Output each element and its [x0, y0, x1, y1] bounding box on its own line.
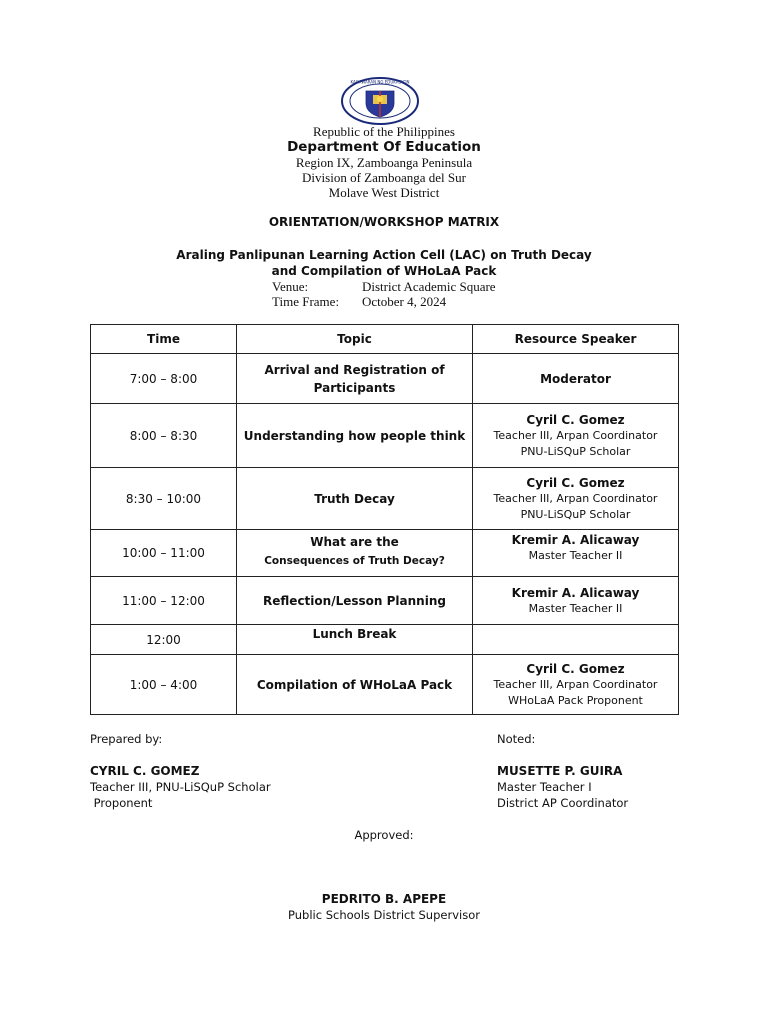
noted-label: Noted: [497, 732, 536, 746]
district-line: Molave West District [328, 185, 440, 200]
prepared-title: Teacher III, PNU-LiSQuP Scholar [90, 780, 271, 794]
table-row [91, 354, 679, 404]
speaker-name: Kremir A. Alicaway [511, 585, 640, 600]
time-cell: 7:00 – 8:00 [91, 354, 237, 404]
speaker-name: Cyril C. Gomez [526, 475, 625, 490]
time-cell: 8:00 – 8:30 [91, 404, 237, 468]
topic-cell: Compilation of WHoLaA Pack [237, 655, 473, 715]
noted-block [497, 731, 628, 811]
speaker-cell [473, 468, 679, 530]
speaker-cell [473, 577, 679, 625]
subtitle-line-1: Araling Panlipunan Learning Action Cell (LAC) on Truth Decay [176, 248, 592, 262]
approved-name: PEDRITO B. APEPE [321, 892, 447, 906]
table-row [91, 404, 679, 468]
table-header-row [91, 325, 679, 354]
noted-role: District AP Coordinator [497, 796, 629, 810]
topic-cell: Truth Decay [237, 468, 473, 530]
speaker-role-2: PNU-LiSQuP Scholar [520, 507, 631, 521]
time-cell: 10:00 – 11:00 [91, 530, 237, 577]
topic-line-1: What are the [310, 535, 399, 549]
speaker-cell [473, 404, 679, 468]
speaker-name: Cyril C. Gomez [526, 412, 625, 427]
schedule-table [90, 324, 679, 715]
time-cell: 12:00 [91, 625, 237, 655]
prepared-label: Prepared by: [90, 732, 163, 746]
speaker-name: Moderator [540, 371, 611, 386]
approved-block [0, 827, 768, 923]
table-row [91, 468, 679, 530]
deped-seal-logo [340, 77, 420, 125]
topic-cell: Understanding how people think [237, 404, 473, 468]
topic-cell: Lunch Break [237, 625, 473, 655]
prepared-name: CYRIL C. GOMEZ [90, 764, 200, 778]
topic-line-2: Consequences of Truth Decay? [264, 555, 445, 567]
time-cell: 1:00 – 4:00 [91, 655, 237, 715]
svg-text:KAGAWARAN NG EDUKASYON: KAGAWARAN NG EDUKASYON [350, 79, 410, 85]
approved-title: Public Schools District Supervisor [288, 908, 480, 922]
time-frame-label: Time Frame: [272, 294, 340, 309]
speaker-name: Cyril C. Gomez [526, 661, 625, 676]
prepared-role: Proponent [90, 796, 153, 810]
header-topic: Topic [237, 325, 473, 354]
republic-line: Republic of the Philippines [313, 124, 455, 139]
table-row [91, 530, 679, 577]
approved-label: Approved: [354, 828, 414, 842]
subtitle-line-2: and Compilation of WHoLaA Pack [271, 264, 497, 278]
region-line: Region IX, Zamboanga Peninsula [295, 155, 473, 170]
noted-title: Master Teacher I [497, 780, 592, 794]
venue-label: Venue: [272, 279, 309, 294]
topic-cell: Reflection/Lesson Planning [237, 577, 473, 625]
time-frame-row [272, 294, 446, 310]
venue-value: District Academic Square [362, 279, 496, 294]
speaker-name: Kremir A. Alicaway [511, 533, 640, 547]
department-title: Department Of Education [287, 139, 481, 155]
speaker-cell [473, 625, 679, 655]
topic-cell [237, 530, 473, 577]
time-frame-value: October 4, 2024 [362, 294, 447, 309]
time-cell: 8:30 – 10:00 [91, 468, 237, 530]
header-time: Time [91, 325, 237, 354]
division-line: Division of Zamboanga del Sur [302, 170, 466, 185]
speaker-role: Teacher III, Arpan Coordinator [493, 677, 658, 691]
prepared-block [90, 731, 271, 811]
table-row [91, 577, 679, 625]
speaker-role-2: PNU-LiSQuP Scholar [520, 444, 631, 458]
header-speaker: Resource Speaker [473, 325, 679, 354]
time-cell: 11:00 – 12:00 [91, 577, 237, 625]
speaker-cell [473, 354, 679, 404]
speaker-role: Master Teacher II [528, 549, 623, 562]
speaker-role: Teacher III, Arpan Coordinator [493, 491, 658, 505]
speaker-cell [473, 655, 679, 715]
venue-row [272, 279, 496, 295]
topic-cell: Arrival and Registration of Participants [237, 354, 473, 404]
speaker-role: Teacher III, Arpan Coordinator [493, 428, 658, 442]
speaker-role-2: WHoLaA Pack Proponent [508, 693, 643, 707]
table-row [91, 625, 679, 655]
table-row [91, 655, 679, 715]
noted-name: MUSETTE P. GUIRA [497, 764, 623, 778]
document-title: ORIENTATION/WORKSHOP MATRIX [268, 215, 500, 229]
speaker-cell [473, 530, 679, 577]
speaker-role: Master Teacher II [528, 601, 623, 615]
